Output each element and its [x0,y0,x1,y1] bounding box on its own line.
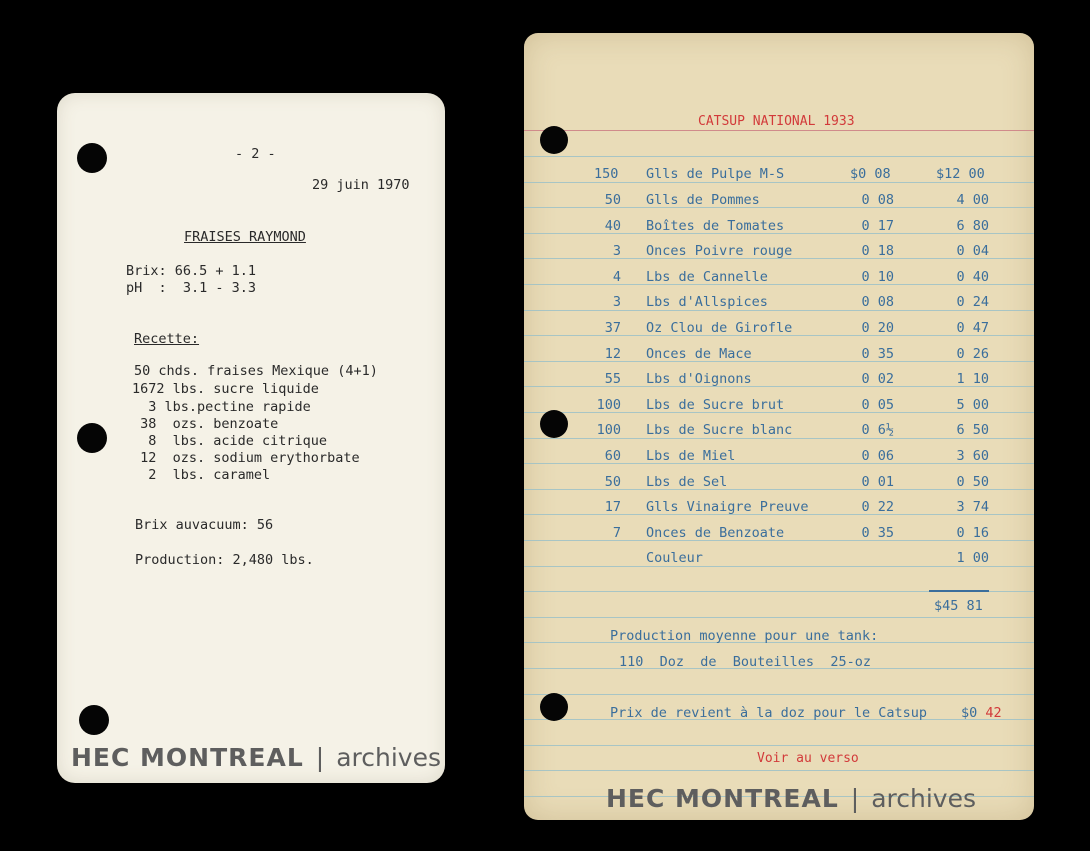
row-qty: 37 [604,320,621,336]
watermark-separator: | [850,784,860,813]
row-unit: 0 08 [861,294,894,310]
punch-hole [77,423,107,453]
row-total: 0 26 [956,346,989,362]
row-total: 5 00 [956,397,989,413]
punch-hole [540,693,568,721]
cost-label: Prix de revient à la doz pour le Catsup [610,705,927,721]
card-title: FRAISES RAYMOND [184,229,306,245]
row-total: 6 50 [956,422,989,438]
hec-archives-watermark [71,743,441,772]
row-unit: 0 01 [861,474,894,490]
recipe-heading: Recette: [134,331,200,347]
row-total: 0 47 [956,320,989,336]
ruled-line [524,438,1034,439]
row-total: 0 16 [956,525,989,541]
row-qty: 60 [604,448,621,464]
recipe-line: 2 lbs. caramel [132,467,271,483]
row-unit: 0 6½ [861,422,894,438]
row-desc: Lbs d'Oignons [646,371,752,387]
see-reverse-note: Voir au verso [757,751,859,766]
production-value: 110 Doz de Bouteilles 25-oz [619,654,871,670]
ruled-line [524,745,1034,746]
row-total: 3 60 [956,448,989,464]
recipe-line: 50 chds. fraises Mexique (4+1) [134,363,378,379]
row-unit: 0 20 [861,320,894,336]
header-rule [524,130,1034,131]
row-qty: 40 [604,218,621,234]
row-total: 0 04 [956,243,989,259]
row-desc: Onces Poivre rouge [646,243,793,259]
recipe-card-catsup [524,33,1034,820]
ruled-line [524,310,1034,311]
cost-value [961,705,1002,721]
watermark-brand: HEC MONTREAL [606,784,839,813]
row-total: 3 74 [956,499,989,515]
recipe-line: 1672 lbs. sucre liquide [132,381,319,397]
row-qty: 150 [594,166,619,182]
page-number: - 2 - [235,146,276,162]
row-total: 0 24 [956,294,989,310]
recipe-card-fraises [57,93,445,783]
row-unit: $0 08 [850,166,891,182]
ruled-line [524,617,1034,618]
row-unit: 0 08 [861,192,894,208]
row-desc: Glls de Pommes [646,192,760,208]
punch-hole [540,126,568,154]
row-qty: 50 [604,474,621,490]
row-total: $12 00 [936,166,985,182]
ruled-line [524,156,1034,157]
row-qty: 3 [612,294,621,310]
row-desc: Onces de Mace [646,346,752,362]
row-unit: 0 10 [861,269,894,285]
row-total: 4 00 [956,192,989,208]
recipe-line: 38 ozs. benzoate [132,416,279,432]
row-unit: 0 17 [861,218,894,234]
row-qty: 7 [612,525,621,541]
brix-vacuum: Brix auvacuum: 56 [135,517,274,533]
row-desc: Glls de Pulpe M-S [646,166,785,182]
punch-hole [77,143,107,173]
brix-value: Brix: 66.5 + 1.1 [126,263,257,279]
row-qty: 4 [612,269,621,285]
ph-value: pH : 3.1 - 3.3 [126,280,257,296]
row-desc: Lbs de Cannelle [646,269,768,285]
sum-rule [929,590,989,592]
row-total: 6 80 [956,218,989,234]
row-unit: 0 18 [861,243,894,259]
ruled-line [524,694,1034,695]
row-unit: 0 05 [861,397,894,413]
row-unit: 0 22 [861,499,894,515]
watermark-brand: HEC MONTREAL [71,743,304,772]
row-qty: 12 [604,346,621,362]
row-total: 0 50 [956,474,989,490]
row-desc: Lbs de Sel [646,474,728,490]
row-desc: Lbs d'Allspices [646,294,768,310]
row-desc: Lbs de Sucre brut [646,397,785,413]
row-total: 0 40 [956,269,989,285]
cost-value-cents: 42 [985,705,1002,721]
ruled-line [524,566,1034,567]
watermark-label: archives [871,784,976,813]
punch-hole [79,705,109,735]
production-label: Production moyenne pour une tank: [610,628,879,644]
row-qty: 3 [612,243,621,259]
hec-archives-watermark [606,784,976,813]
row-unit: 0 02 [861,371,894,387]
row-qty: 17 [604,499,621,515]
recipe-line: 8 lbs. acide citrique [132,433,328,449]
row-desc: Lbs de Miel [646,448,736,464]
production-total: Production: 2,480 lbs. [135,552,314,568]
punch-hole [540,410,568,438]
row-desc: Oz Clou de Girofle [646,320,793,336]
row-desc: Couleur [646,550,703,566]
row-total: 1 00 [956,550,989,566]
row-total: 1 10 [956,371,989,387]
recipe-line: 3 lbs.pectine rapide [132,399,311,415]
watermark-separator: | [315,743,325,772]
row-desc: Onces de Benzoate [646,525,785,541]
row-unit: 0 35 [861,525,894,541]
card-title: CATSUP NATIONAL 1933 [698,114,855,129]
recipe-line: 12 ozs. sodium erythorbate [132,450,360,466]
grand-total: $45 81 [934,598,983,614]
row-qty: 100 [596,422,621,438]
row-desc: Lbs de Sucre blanc [646,422,793,438]
row-unit: 0 35 [861,346,894,362]
row-unit: 0 06 [861,448,894,464]
ruled-line [524,770,1034,771]
card-date: 29 juin 1970 [312,177,410,193]
row-desc: Glls Vinaigre Preuve [646,499,809,515]
row-qty: 100 [596,397,621,413]
row-desc: Boîtes de Tomates [646,218,785,234]
row-qty: 50 [604,192,621,208]
cost-value-prefix: $0 [961,705,978,721]
ruled-line [524,182,1034,183]
row-qty: 55 [604,371,621,387]
watermark-label: archives [336,743,441,772]
